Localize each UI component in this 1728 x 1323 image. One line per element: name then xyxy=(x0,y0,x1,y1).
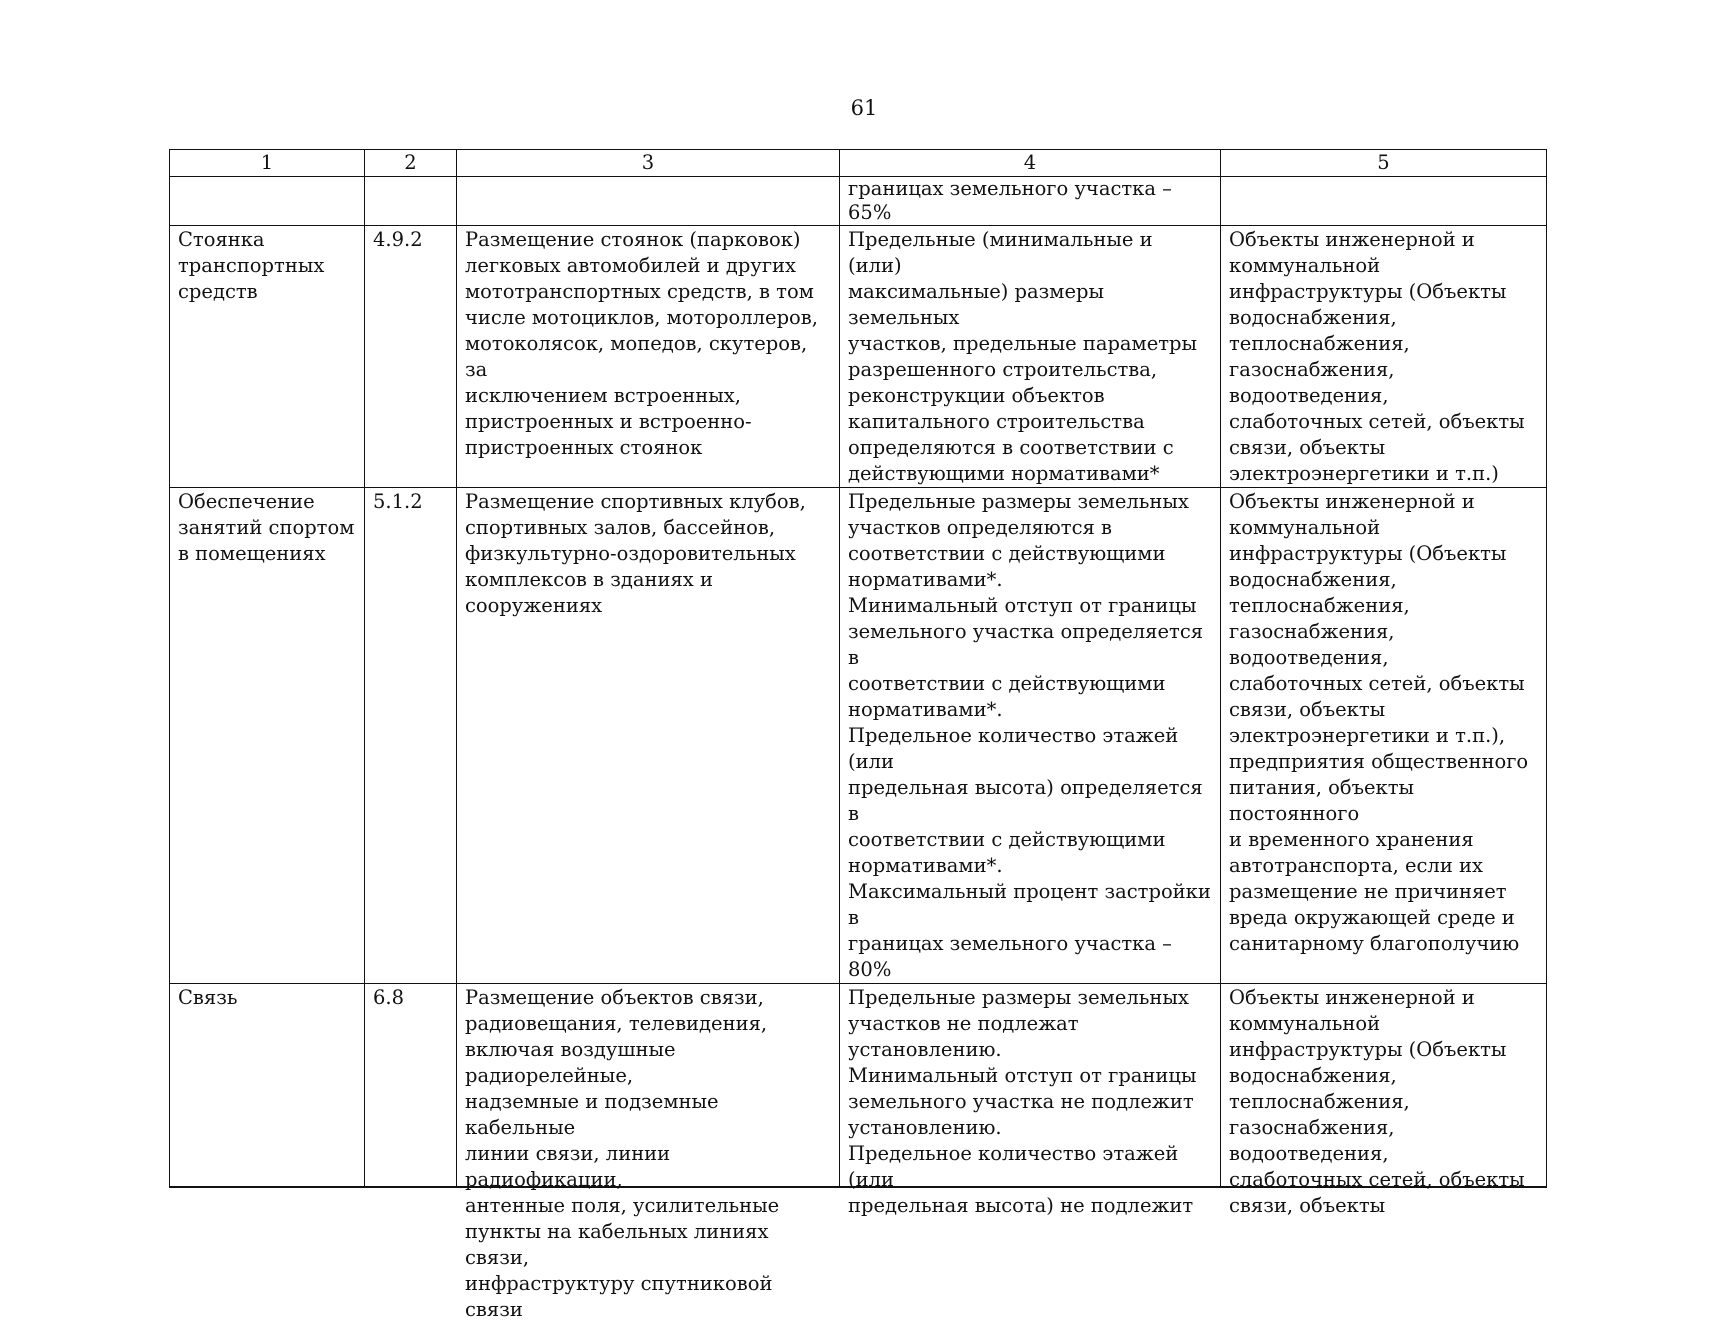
cell-use-name: Обеспечение занятий спортом в помещениях xyxy=(170,488,365,984)
cell-text: Предельные размеры земельных участков не подлежат установлению. Минимальный отступ от границы земельного участка не подлежит установлению. Предельное количество этажей (или предельная высота) не подлежит xyxy=(848,986,1197,1217)
cell-use-name: Стоянка транспортных средств xyxy=(170,226,365,488)
cell-use-code: 5.1.2 xyxy=(365,488,457,984)
cell-auxiliary xyxy=(1221,984,1547,1217)
table-row xyxy=(170,488,1547,984)
page-number: 61 xyxy=(850,96,878,120)
cell-text: Размещение объектов связи, радиовещания, телевидения, включая воздушные радиорелейные, надземные и подземные кабельные линии связи, линии радиофикации, антенные поля, усилительные пункты на кабельных линиях связи, инфраструктуру спутниковой связи xyxy=(465,986,780,1321)
cell-parameters: Предельные размеры земельных участков определяются в соответствии с действующими нормативами*. Минимальный отступ от границы земельного участка определяется в соответствии с действующими нормативами*. Предельное количество этажей (или предельная высота) определяется в соответствии с действующими нормативами*. Максимальный процент застройки в границах земельного участка – 80% xyxy=(840,488,1221,984)
column-header-4: 4 xyxy=(840,150,1221,177)
cell xyxy=(457,177,840,226)
cell xyxy=(365,177,457,226)
cell-use-code: 4.9.2 xyxy=(365,226,457,488)
cell-use-name xyxy=(170,984,365,1188)
cell-description: Размещение спортивных клубов, спортивных залов, бассейнов, физкультурно-оздоровительных комплексов в зданиях и сооружениях xyxy=(457,488,840,984)
column-header-3: 3 xyxy=(457,150,840,177)
cell-auxiliary: Объекты инженерной и коммунальной инфраструктуры (Объекты водоснабжения, теплоснабжения, газоснабжения, водоотведения, слаботочных сетей, объекты связи, объекты электроэнергетики и т.п.) xyxy=(1221,226,1547,488)
cell-use-code xyxy=(365,984,457,1188)
cell-text: 6.8 xyxy=(373,986,405,1009)
cell-parameters: границах земельного участка – 65% xyxy=(840,177,1221,226)
land-use-table xyxy=(169,149,1547,1321)
cell xyxy=(1221,177,1547,226)
cell-auxiliary: Объекты инженерной и коммунальной инфраструктуры (Объекты водоснабжения, теплоснабжения, газоснабжения, водоотведения, слаботочных сетей, объекты связи, объекты электроэнергетики и т.п.), предприятия общественного питания, объекты постоянного и временного хранения автотранспорта, если их размещение не причиняет вреда окружающей среде и санитарному благополучию xyxy=(1221,488,1547,984)
cell-text: Объекты инженерной и коммунальной инфраструктуры (Объекты водоснабжения, теплоснабжения, газоснабжения, водоотведения, слаботочных сетей, объекты связи, объекты xyxy=(1229,986,1525,1217)
header-row xyxy=(170,150,1547,177)
cell-description xyxy=(457,984,840,1321)
column-header-5: 5 xyxy=(1221,150,1547,177)
continuation-row xyxy=(170,177,1547,226)
cell-description: Размещение стоянок (парковок) легковых автомобилей и других мототранспортных средств, в том числе мотоциклов, мотороллеров, мотоколясок, мопедов, скутеров, за исключением встроенных, пристроенных и встроенно- пристроенных стоянок xyxy=(457,226,840,488)
table-row xyxy=(170,984,1547,1188)
cell-text: Связь xyxy=(178,986,238,1009)
cell-parameters xyxy=(840,984,1221,1217)
column-header-2: 2 xyxy=(365,150,457,177)
table-row xyxy=(170,226,1547,488)
column-header-1: 1 xyxy=(170,150,365,177)
cell xyxy=(170,177,365,226)
cell-parameters: Предельные (минимальные и (или) максимальные) размеры земельных участков, предельные параметры разрешенного строительства, реконструкции объектов капитального строительства определяются в соответствии с действующими нормативами* xyxy=(840,226,1221,488)
